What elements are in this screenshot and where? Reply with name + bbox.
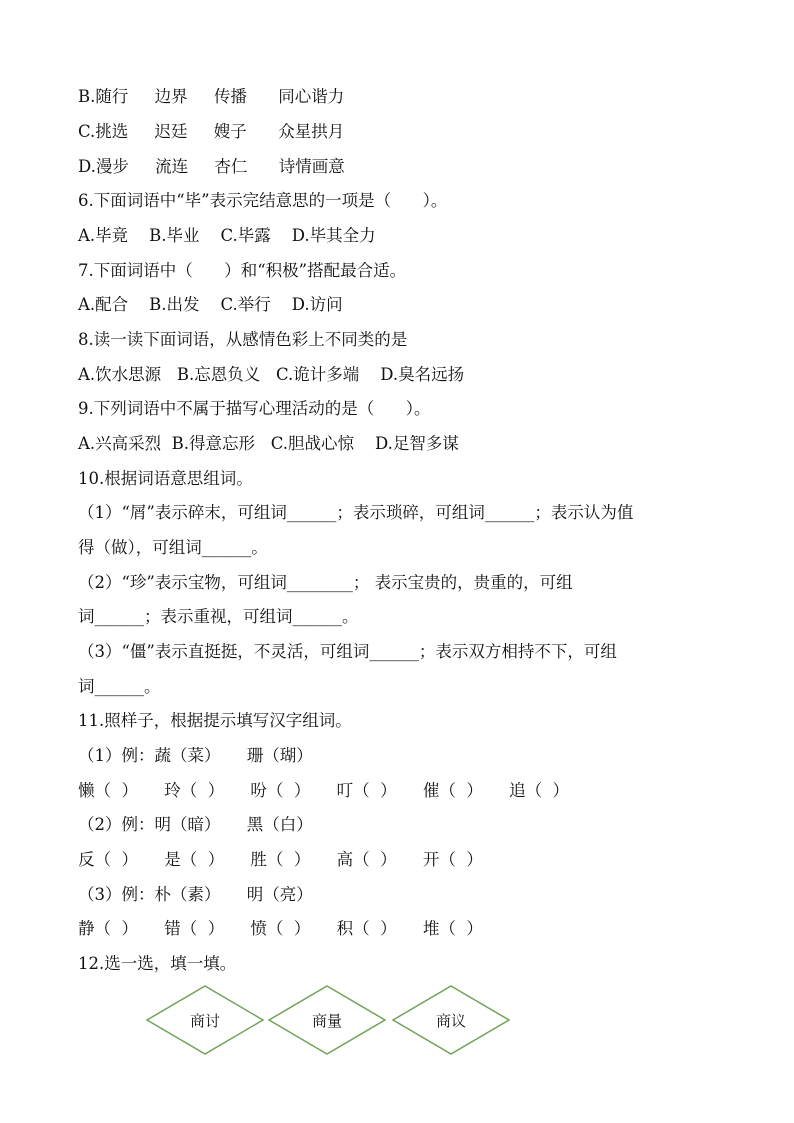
text-line: A.兴高采烈 B.得意忘形 C.胆战心惊 D.足智多谋 <box>78 434 459 453</box>
text-line: A.毕竟 B.毕业 C.毕露 D.毕其全力 <box>78 226 376 245</box>
text-line: 静（ ） 错（ ） 愤（ ） 积（ ） 堆（ ） <box>78 919 483 938</box>
text-line: （1）“屑”表示碎末，可组词______；表示琐碎，可组词______；表示认为值 <box>78 503 634 522</box>
text-line: 懒（ ） 玲（ ） 吩（ ） 叮（ ） 催（ ） 追（ ） <box>78 781 570 800</box>
text-line: 词______；表示重视，可组词______。 <box>78 607 359 626</box>
diamond-label: 商议 <box>435 1011 466 1030</box>
text-line: （2）“珍”表示宝物，可组词________； 表示宝贵的，贵重的，可组 <box>78 573 573 592</box>
diamond-label: 商讨 <box>189 1011 220 1030</box>
word-diamond <box>146 985 264 1055</box>
text-line: （1）例：蔬（菜） 珊（瑚） <box>78 746 313 765</box>
text-line: （3）“僵”表示直挺挺，不灵活，可组词______；表示双方相持不下，可组 <box>78 642 617 661</box>
text-line: 反（ ） 是（ ） 胜（ ） 高（ ） 开（ ） <box>78 850 483 869</box>
text-line: D.漫步 流连 杏仁 诗情画意 <box>78 157 345 176</box>
word-diamond <box>268 985 386 1055</box>
word-diamond <box>392 985 510 1055</box>
text-line: 6.下面词语中“毕”表示完结意思的一项是（ ）。 <box>78 191 448 210</box>
text-line: 12.选一选，填一填。 <box>78 954 237 973</box>
text-line: （3）例：朴（素） 明（亮） <box>78 885 313 904</box>
text-line: （2）例：明（暗） 黑（白） <box>78 815 313 834</box>
text-line: A.饮水思源 B.忘恩负义 C.诡计多端 D.臭名远扬 <box>78 365 465 384</box>
text-line: 词______。 <box>78 677 161 696</box>
text-line: 10.根据词语意思组词。 <box>78 469 253 488</box>
diamond-label: 商量 <box>311 1011 342 1030</box>
text-line: C.挑选 迟廷 嫂子 众星拱月 <box>78 122 345 141</box>
text-line: 8.读一读下面词语，从感情色彩上不同类的是 <box>78 330 408 349</box>
text-line: B.随行 边界 传播 同心谐力 <box>78 87 345 106</box>
text-line: A.配合 B.出发 C.举行 D.访问 <box>78 295 343 314</box>
text-line: 11.照样子，根据提示填写汉字组词。 <box>78 711 352 730</box>
text-line: 7.下面词语中（ ）和“积极”搭配最合适。 <box>78 261 407 280</box>
text-line: 9.下列词语中不属于描写心理活动的是（ ）。 <box>78 399 431 418</box>
text-line: 得（做），可组词______。 <box>78 538 268 557</box>
